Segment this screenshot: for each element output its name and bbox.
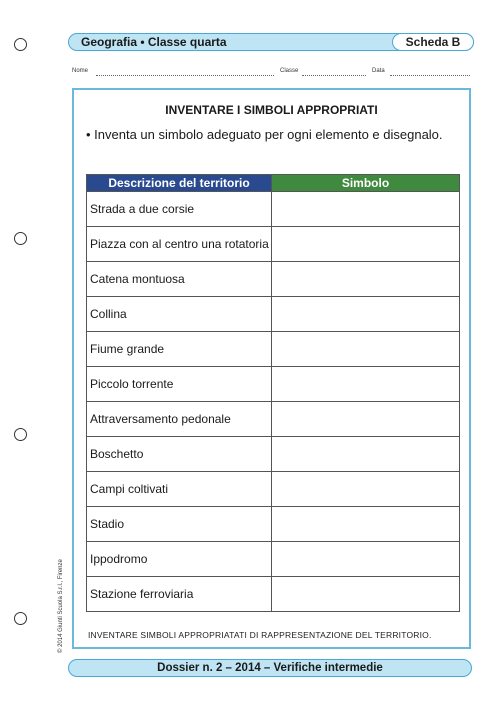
row-description: Catena montuosa [87, 262, 272, 297]
worksheet-instruction: • Inventa un simbolo adeguato per ogni elemento e disegnalo. [86, 127, 443, 142]
symbol-cell[interactable] [272, 227, 460, 262]
table-row [87, 577, 460, 612]
row-description: Fiume grande [87, 332, 272, 367]
sheet-badge: Scheda B [392, 33, 474, 51]
row-description: Piccolo torrente [87, 367, 272, 402]
worksheet-frame [72, 88, 471, 649]
column-header-symbol: Simbolo [272, 175, 460, 192]
table-row [87, 472, 460, 507]
table-row [87, 332, 460, 367]
copyright-notice: © 2014 Giunti Scuola S.r.l., Firenze [58, 559, 64, 653]
name-field[interactable] [96, 68, 274, 76]
class-label: Classe [280, 68, 299, 74]
table-row [87, 297, 460, 332]
symbol-cell[interactable] [272, 542, 460, 577]
symbol-cell[interactable] [272, 437, 460, 472]
table-row [87, 507, 460, 542]
row-description: Attraversamento pedonale [87, 402, 272, 437]
table-row [87, 192, 460, 227]
row-description: Campi coltivati [87, 472, 272, 507]
row-description: Boschetto [87, 437, 272, 472]
binder-hole-1 [14, 38, 27, 51]
table-row [87, 542, 460, 577]
binder-hole-3 [14, 428, 27, 441]
class-field[interactable] [302, 68, 366, 76]
header-bar [68, 33, 474, 51]
table-row [87, 262, 460, 297]
row-description: Stazione ferroviaria [87, 577, 272, 612]
binder-hole-2 [14, 232, 27, 245]
table-row [87, 437, 460, 472]
row-description: Ippodromo [87, 542, 272, 577]
symbol-cell[interactable] [272, 577, 460, 612]
row-description: Piazza con al centro una rotatoria [87, 227, 272, 262]
binder-hole-4 [14, 612, 27, 625]
table-row [87, 227, 460, 262]
symbol-cell[interactable] [272, 472, 460, 507]
row-description: Collina [87, 297, 272, 332]
symbol-cell[interactable] [272, 262, 460, 297]
worksheet-title: INVENTARE I SIMBOLI APPROPRIATI [165, 103, 378, 117]
footer-bar: Dossier n. 2 – 2014 – Verifiche intermedie [68, 659, 472, 677]
name-label: Nome [72, 68, 89, 74]
row-description: Stadio [87, 507, 272, 542]
worksheet-footnote: INVENTARE SIMBOLI APPROPRIATATI DI RAPPRESENTAZIONE DEL TERRITORIO. [88, 630, 432, 640]
symbol-cell[interactable] [272, 297, 460, 332]
column-header-description: Descrizione del territorio [87, 175, 272, 192]
table-header-row [87, 175, 460, 192]
table-row [87, 402, 460, 437]
symbol-cell[interactable] [272, 367, 460, 402]
table-row [87, 367, 460, 402]
symbols-table [86, 174, 460, 612]
symbol-cell[interactable] [272, 507, 460, 542]
symbol-cell[interactable] [272, 402, 460, 437]
row-description: Strada a due corsie [87, 192, 272, 227]
date-field[interactable] [390, 68, 470, 76]
symbol-cell[interactable] [272, 192, 460, 227]
date-label: Data [372, 68, 385, 74]
student-fields [72, 68, 472, 80]
symbol-cell[interactable] [272, 332, 460, 367]
header-subject: Geografia • Classe quarta [81, 35, 227, 49]
